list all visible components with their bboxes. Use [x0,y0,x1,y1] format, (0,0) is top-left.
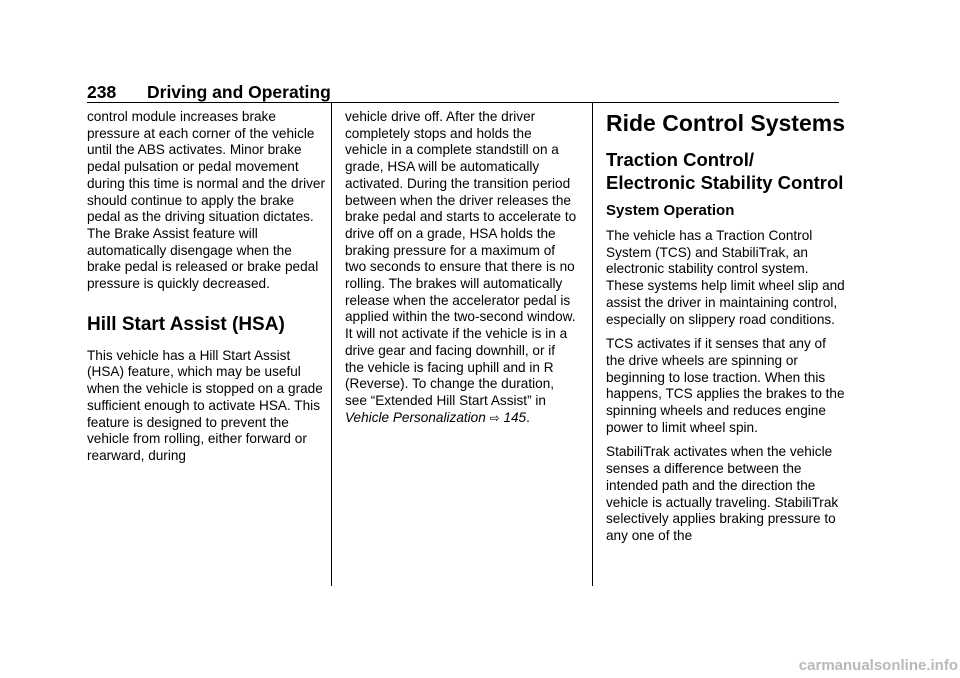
reference-period: . [526,409,530,425]
paragraph-stabilitrak: StabiliTrak activates when the vehicle senses a difference between the intended path and the direction the vehicle is actually traveling. StabiliTrak selectively applies braking pressure to any one of the [606,444,839,543]
heading-ride-control-systems: Ride Control Systems [606,110,845,136]
header-rule [87,102,839,103]
reference-page-number[interactable]: 145 [503,409,527,425]
paragraph-tcs-intro: The vehicle has a Traction Control System (TCS) and StabiliTrak, an electronic stability control system. These systems help limit wheel slip and assist the driver in maintaining control, especially on slippery road conditions. [606,228,845,327]
column-divider-2 [592,102,593,586]
paragraph-hsa-intro: This vehicle has a Hill Start Assist (HSA) feature, which may be useful when the vehicle is stopped on a grade sufficient enough to activate HSA. This feature is designed to prevent the vehicle from rolling, either forward or rearward, during [87,347,323,463]
page-number: 238 [87,82,117,102]
column-right [606,109,846,545]
hsa-text: vehicle drive off. After the driver completely stops and holds the vehicle in a complete standstill on a grade, HSA will be automatically activated. During the transition period between when the driver releases the brake pedal and starts to accelerate to drive off on a grade, HSA holds the braking pressure for a maximum of two seconds to ensure that there is no rolling. The brakes will automatically release when the accelerator pedal is applied within the two-second window. It will not activate if the vehicle is in a drive gear and facing downhill, or if the vehicle is facing uphill and in R (Reverse). To change the duration, see “Extended Hill Start Assist” in [345,109,577,408]
column-middle [345,109,577,426]
heading-traction-control: Traction Control/ Electronic Stability Control [606,149,844,193]
reference-link-vehicle-personalization[interactable]: Vehicle Personalization [345,409,486,425]
page-reference-arrow-icon: ⇨ [489,410,500,425]
column-left [87,109,327,465]
heading-hill-start-assist: Hill Start Assist (HSA) [87,313,285,335]
watermark: carmanualsonline.info [798,657,958,674]
column-divider-1 [331,102,332,586]
page-header [87,82,839,104]
paragraph-tcs-activation: TCS activates if it senses that any of the drive wheels are spinning or beginning to lose traction. When this happens, TCS applies the brakes to the spinning wheels and reduces engine power to limit wheel spin. [606,336,845,435]
paragraph-hsa-continued [345,109,577,426]
heading-system-operation: System Operation [606,202,735,219]
paragraph-brake-assist: control module increases brake pressure at each corner of the vehicle until the ABS activates. Minor brake pedal pulsation or pedal movement during this time is normal and the driver should continue to apply the brake pedal as the driving situation dictates. The Brake Assist feature will automatically disengage when the brake pedal is released or brake pedal pressure is quickly decreased. [87,109,325,292]
section-title: Driving and Operating [147,82,331,102]
